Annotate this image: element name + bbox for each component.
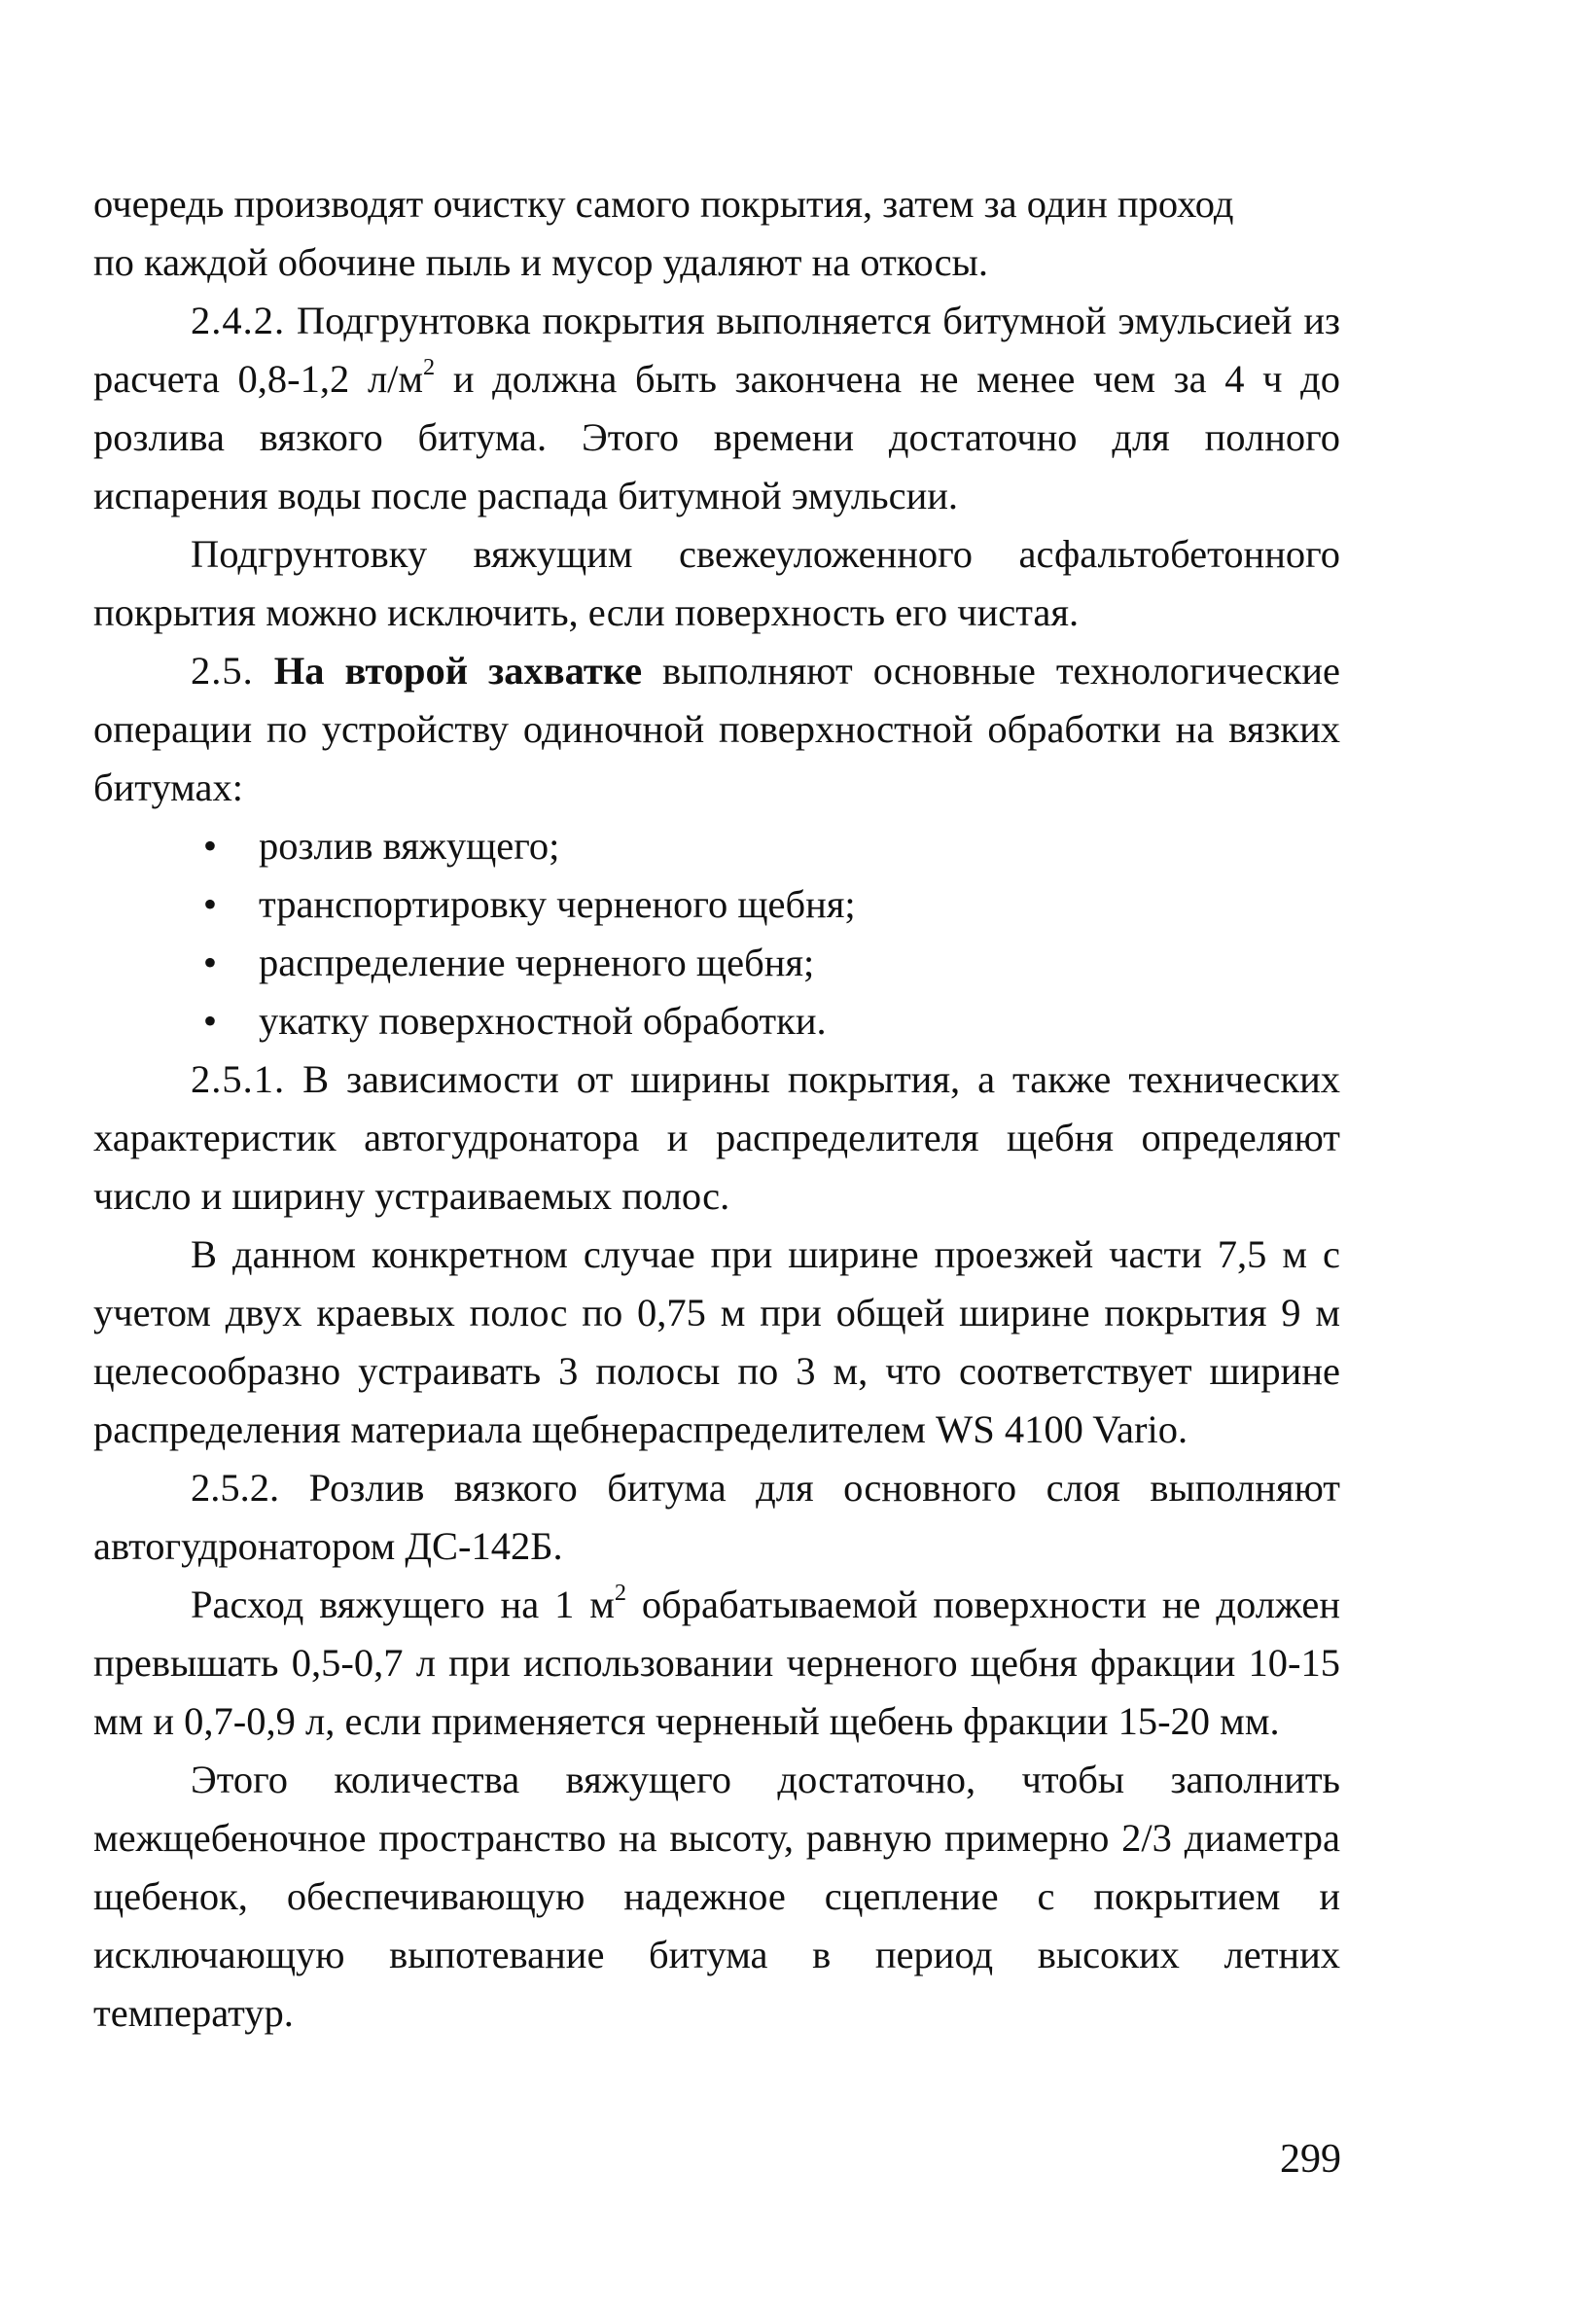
- bullet-icon: •: [202, 941, 218, 984]
- paragraph-specific-case: [93, 1226, 1340, 1459]
- superscript-squared: 2: [614, 1579, 627, 1606]
- list-item: [93, 875, 1340, 934]
- paragraph-2-5-1: [93, 1050, 1340, 1226]
- paragraph-continuation: [93, 175, 1340, 292]
- paragraph-continuation-line-2: по каждой обочине пыль и мусор удаляют на откосы.: [93, 240, 988, 284]
- bullet-icon: •: [202, 882, 218, 926]
- list-item-text: транспортировку черненого щебня;: [259, 882, 856, 926]
- list-item-text: распределение черненого щебня;: [259, 941, 815, 984]
- page-body: [93, 175, 1340, 2043]
- operations-list: [93, 817, 1340, 1050]
- paragraph-2-5-1-text: В зависимости от ширины покрытия, а также технических характеристик автогудронатора и распределителя щебня определяют число и ширину устраиваемых полос.: [93, 1057, 1340, 1218]
- paragraph-primer-note: [93, 525, 1340, 642]
- paragraph-binder-consumption: [93, 1576, 1340, 1751]
- bullet-icon: •: [202, 999, 218, 1043]
- paragraph-continuation-line-1: очередь производят очистку самого покрытия, затем за один проход: [93, 182, 1234, 226]
- paragraph-binder-sufficiency-text: Этого количества вяжущего достаточно, чтобы заполнить межщебеночное пространство на высоту, равную примерно 2/3 диаметра щебенок, обеспечивающую надежное сцепление с покрытием и исключающую выпотевание битума в период высоких летних температур.: [93, 1758, 1340, 2035]
- paragraph-2-5-2-text: 2.5.2. Розлив вязкого битума для основного слоя выполняют автогудронатором ДС-142Б.: [93, 1466, 1340, 1568]
- section-number-2-5: 2.5.: [191, 649, 254, 693]
- list-item-text: розлив вяжущего;: [259, 824, 560, 868]
- section-number-2-4-2: 2.4.2.: [191, 299, 286, 342]
- superscript-squared: 2: [423, 353, 436, 380]
- bullet-icon: •: [202, 824, 218, 868]
- paragraph-primer-note-text: Подгрунтовку вяжущим свежеуложенного асфальтобетонного покрытия можно исключить, если поверхность его чистая.: [93, 532, 1340, 634]
- paragraph-binder-sufficiency: [93, 1751, 1340, 2043]
- page-number: 299: [1280, 2137, 1341, 2182]
- paragraph-2-5-2: [93, 1459, 1340, 1576]
- list-item: [93, 992, 1340, 1050]
- paragraph-2-4-2: [93, 292, 1340, 525]
- paragraph-2-5-text: выполняют основные технологические операции по устройству одиночной поверхностной обработки на вязких битумах:: [93, 649, 1340, 809]
- paragraph-2-5: [93, 642, 1340, 817]
- paragraph-2-4-2-text-a: Подгрунтовка покрытия выполняется битумной эмульсией из расчета 0,8-1,2 л/м: [93, 299, 1340, 401]
- section-number-2-5-1: 2.5.1.: [191, 1057, 286, 1101]
- list-item: [93, 817, 1340, 875]
- list-item: [93, 934, 1340, 992]
- paragraph-binder-consumption-text-b: обрабатываемой поверхности не должен превышать 0,5-0,7 л при использовании черненого щебня фракции 10-15 мм и 0,7-0,9 л, если применяется черненый щебень фракции 15-20 мм.: [93, 1583, 1340, 1743]
- paragraph-specific-case-text: В данном конкретном случае при ширине проезжей части 7,5 м с учетом двух краевых полос по 0,75 м при общей ширине покрытия 9 м целесообразно устраивать 3 полосы по 3 м, что соответствует ширине распределения материала щебнераспределителем WS 4100 Vario.: [93, 1232, 1340, 1451]
- list-item-text: укатку поверхностной обработки.: [259, 999, 827, 1043]
- paragraph-2-4-2-text-b: и должна быть закончена не менее чем за 4 ч до розлива вязкого битума. Этого времени достаточно для полного испарения воды после распада битумной эмульсии.: [93, 357, 1341, 517]
- bold-heading-second-section: На второй захватке: [273, 649, 643, 693]
- paragraph-binder-consumption-text-a: Расход вяжущего на 1 м: [191, 1583, 615, 1626]
